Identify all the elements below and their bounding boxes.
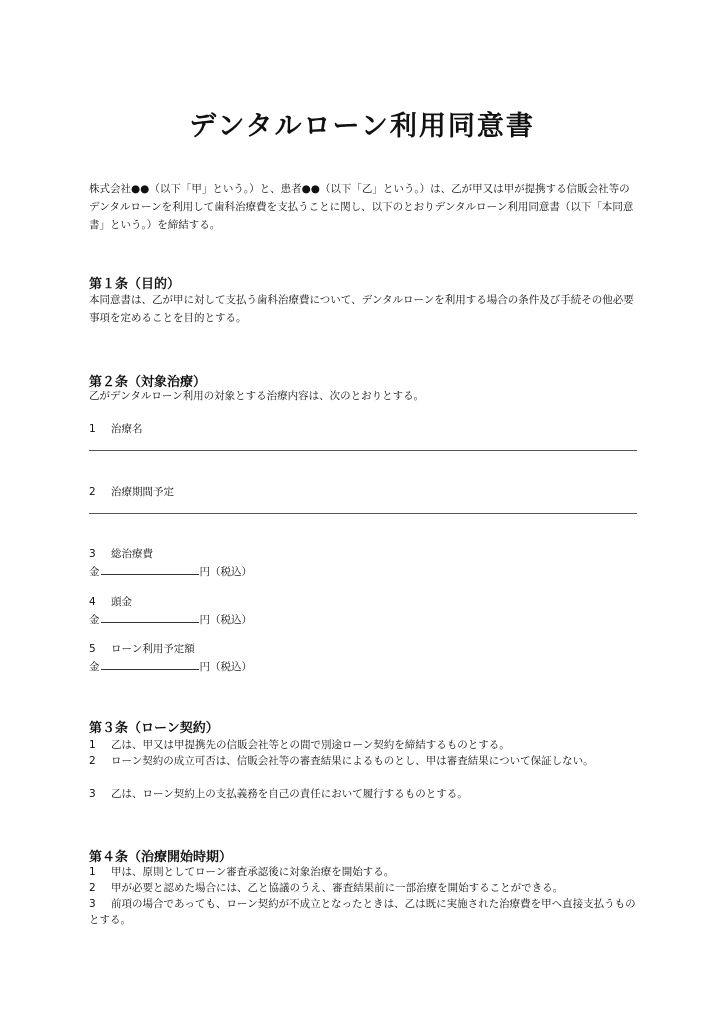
clause-number: 1 bbox=[89, 739, 96, 751]
clause-number: 3 bbox=[89, 898, 96, 910]
item-5-label: ローン利用予定額 bbox=[111, 643, 195, 655]
article-4-clause-3 bbox=[89, 896, 641, 928]
item-4 bbox=[89, 594, 132, 610]
clause-number: 1 bbox=[89, 866, 96, 878]
article-2-body: 乙がデンタルローン利用の対象とする治療内容は、次のとおりとする。 bbox=[89, 390, 425, 402]
loan-amount bbox=[89, 658, 252, 675]
article-4-heading: 第４条（治療開始時期） bbox=[89, 850, 233, 865]
down-payment-amount bbox=[89, 611, 252, 628]
amount-suffix: 円（税込） bbox=[199, 661, 252, 673]
clause-number: 2 bbox=[89, 755, 96, 767]
article-3-heading: 第３条（ローン契約） bbox=[89, 721, 219, 736]
article-3-clause-3 bbox=[89, 786, 641, 802]
amount-prefix: 金 bbox=[89, 661, 100, 673]
article-2-heading: 第２条（対象治療） bbox=[89, 375, 207, 390]
amount-blank bbox=[101, 658, 199, 670]
item-3 bbox=[89, 546, 153, 562]
item-5 bbox=[89, 641, 195, 657]
clause-text: 前項の場合であっても、ローン契約が不成立となったときは、乙は既に実施された治療費を甲へ直接支払うものとする。 bbox=[89, 898, 636, 926]
amount-suffix: 円（税込） bbox=[199, 566, 252, 578]
clause-number: 3 bbox=[89, 788, 96, 800]
clause-text: 甲が必要と認めた場合には、乙と協議のうえ、審査結果前に一部治療を開始することができる。 bbox=[111, 882, 564, 894]
clause-text: ローン契約の成立可否は、信販会社等の審査結果によるものとし、甲は審査結果について保証しない。 bbox=[111, 755, 594, 767]
item-5-number: 5 bbox=[89, 643, 96, 655]
article-3-clause-1 bbox=[89, 737, 641, 753]
article-1-heading: 第１条（目的） bbox=[89, 277, 181, 292]
article-4-clause-1 bbox=[89, 864, 641, 880]
clause-number: 2 bbox=[89, 882, 96, 894]
preamble: 株式会社●●（以下「甲」という。）と、患者●●（以下「乙」という。）は、乙が甲又は甲が提携する信販会社等のデンタルローンを利用して歯科治療費を支払うことに関し、以下のとおりデンタルローン利用同意書（以下「本同意書」という。）を締結する。 bbox=[89, 183, 634, 231]
amount-blank bbox=[101, 563, 199, 575]
clause-text: 乙は、甲又は甲提携先の信販会社等との間で別途ローン契約を締結するものとする。 bbox=[111, 739, 510, 751]
item-1-number: 1 bbox=[89, 423, 96, 435]
amount-prefix: 金 bbox=[89, 566, 100, 578]
item-1-label: 治療名 bbox=[111, 423, 143, 435]
treatment-name-line bbox=[89, 450, 637, 451]
item-2-number: 2 bbox=[89, 486, 96, 498]
amount-prefix: 金 bbox=[89, 614, 100, 626]
item-2 bbox=[89, 484, 174, 500]
clause-text: 乙は、ローン契約上の支払義務を自己の責任において履行するものとする。 bbox=[111, 788, 468, 800]
article-3-clause-2 bbox=[89, 753, 641, 769]
treatment-period-line bbox=[89, 513, 637, 514]
item-3-number: 3 bbox=[89, 548, 96, 560]
item-2-label: 治療期間予定 bbox=[111, 486, 174, 498]
amount-suffix: 円（税込） bbox=[199, 614, 252, 626]
item-1 bbox=[89, 421, 143, 437]
document-title: デンタルローン利用同意書 bbox=[189, 111, 535, 142]
article-4-clause-2 bbox=[89, 880, 641, 896]
item-4-label: 頭金 bbox=[111, 596, 132, 608]
clause-text: 甲は、原則としてローン審査承認後に対象治療を開始する。 bbox=[111, 866, 395, 878]
item-4-number: 4 bbox=[89, 596, 96, 608]
total-fee-amount bbox=[89, 563, 252, 580]
amount-blank bbox=[101, 611, 199, 623]
item-3-label: 総治療費 bbox=[111, 548, 153, 560]
article-1-body: 本同意書は、乙が甲に対して支払う歯科治療費について、デンタルローンを利用する場合の条件及び手続その他必要事項を定めることを目的とする。 bbox=[89, 294, 634, 324]
